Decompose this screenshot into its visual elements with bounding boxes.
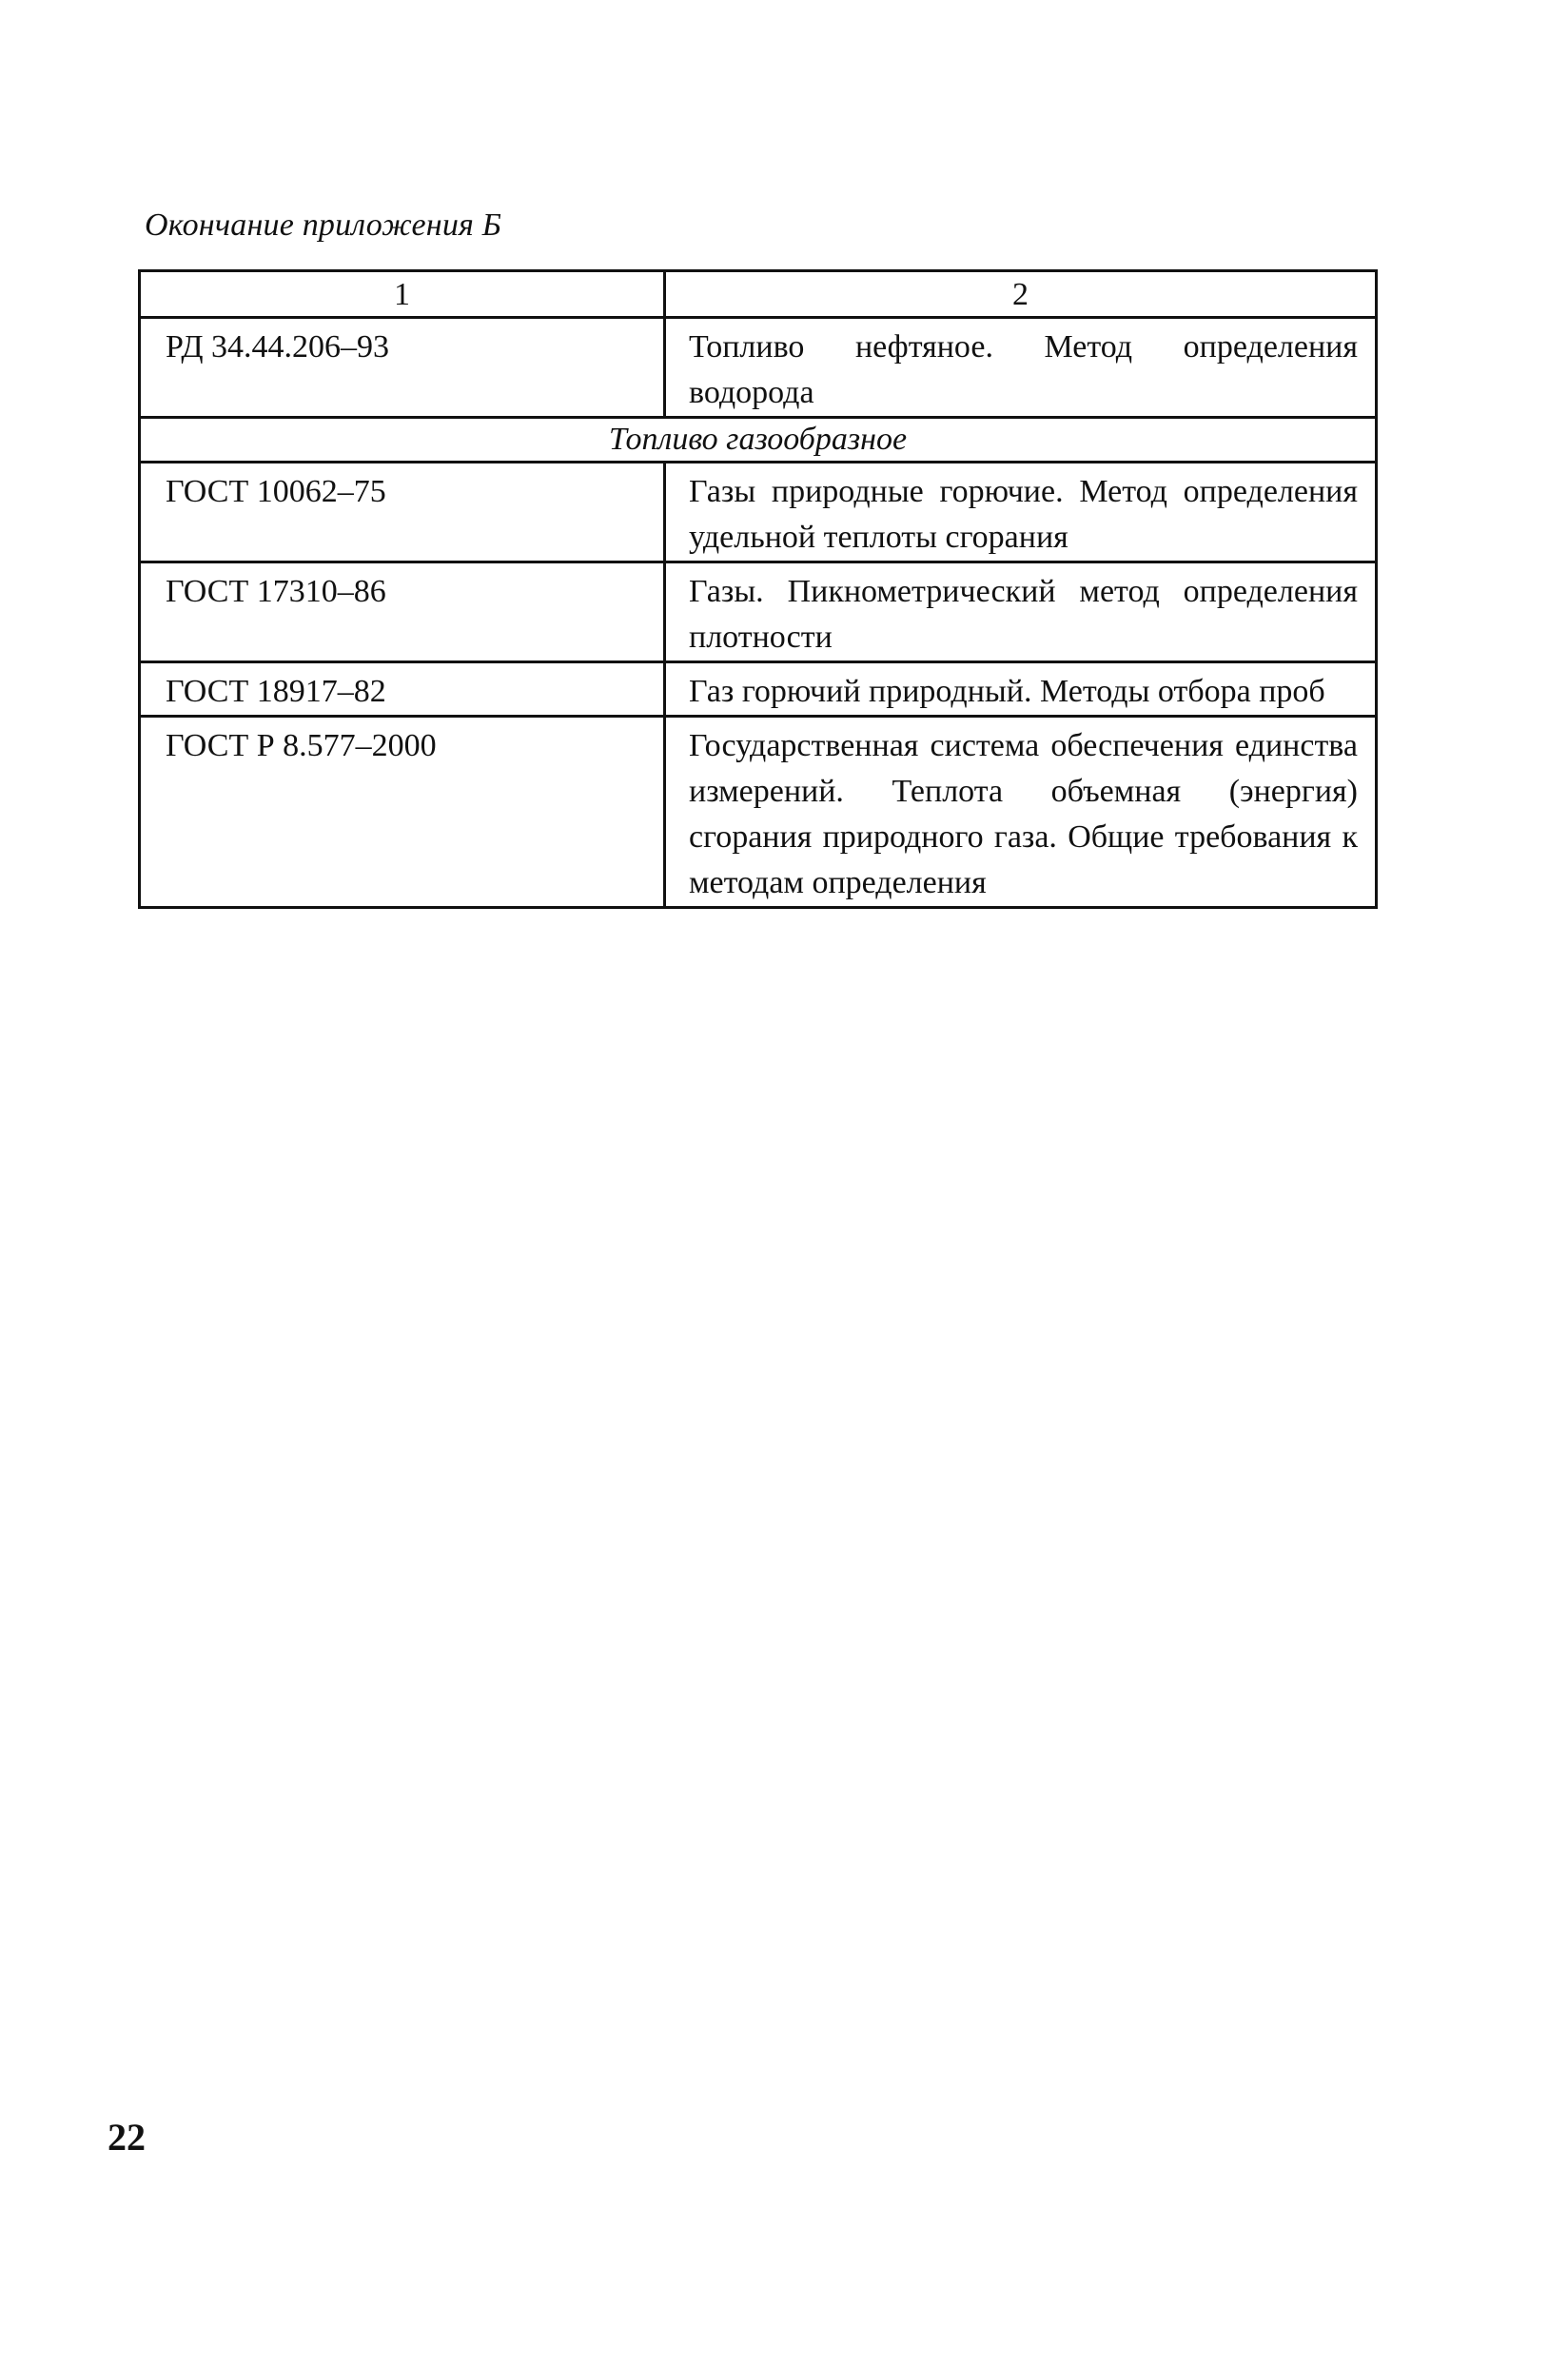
table-caption: Окончание приложения Б: [145, 207, 501, 243]
standard-title: Топливо нефтяное. Метод определения водорода: [665, 318, 1377, 418]
standard-code: ГОСТ Р 8.577–2000: [140, 717, 665, 908]
standard-title: Газы природные горючие. Метод определения удельной теплоты сгорания: [665, 463, 1377, 562]
standard-code: ГОСТ 17310–86: [140, 562, 665, 662]
standard-code: ГОСТ 18917–82: [140, 662, 665, 717]
section-row: [140, 418, 1377, 463]
table-row: [140, 463, 1377, 562]
column-header-2: 2: [665, 271, 1377, 318]
standard-code: ГОСТ 10062–75: [140, 463, 665, 562]
table-row: [140, 717, 1377, 908]
standards-table: [138, 269, 1378, 909]
table-row: [140, 662, 1377, 717]
standard-title: Газы. Пикнометрический метод определения плотности: [665, 562, 1377, 662]
standard-code: РД 34.44.206–93: [140, 318, 665, 418]
standard-title: Государственная система обеспечения единства измерений. Теплота объемная (энергия) сгорания природного газа. Общие требования к методам определения: [665, 717, 1377, 908]
table-row: [140, 318, 1377, 418]
table-header-row: [140, 271, 1377, 318]
table-row: [140, 562, 1377, 662]
standard-title: Газ горючий природный. Методы отбора проб: [665, 662, 1377, 717]
column-header-1: 1: [140, 271, 665, 318]
page-number: 22: [108, 2116, 146, 2159]
section-title: Топливо газообразное: [140, 418, 1377, 463]
